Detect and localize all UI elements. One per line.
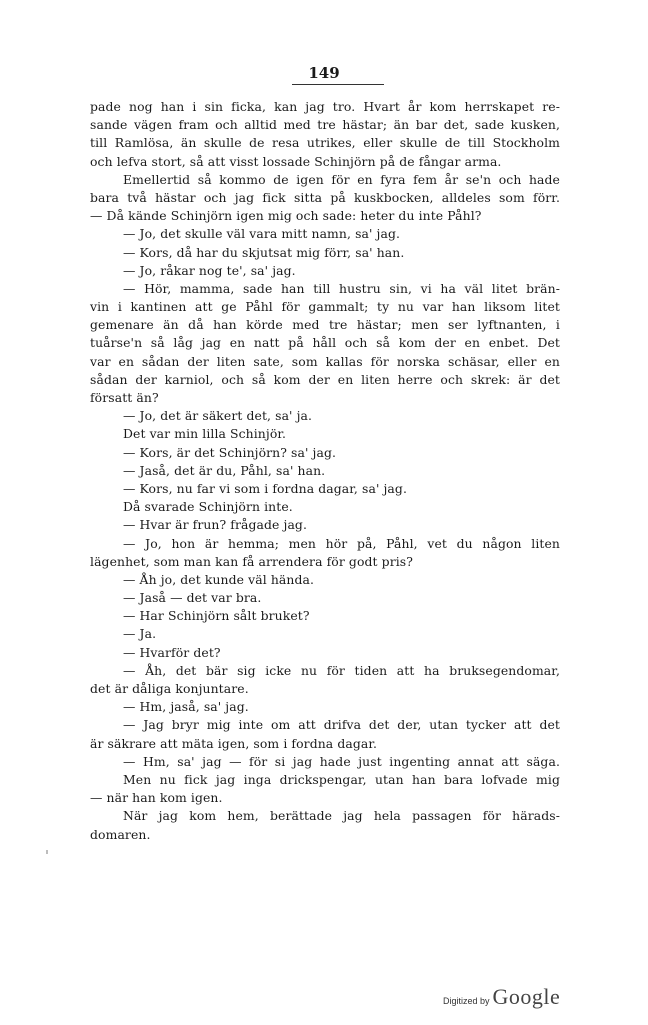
- text-line: — Jo, det är säkert det, sa' ja.: [123, 408, 313, 424]
- scan-speck: [46, 850, 48, 854]
- text-line: Då svarade Schinjörn inte.: [123, 499, 293, 515]
- text-line: till Ramlösa, än skulle de resa utrikes, eller skulle de till Stockholm: [90, 135, 560, 151]
- text-line: — Åh, det bär sig icke nu för tiden att ha bruksegendomar,: [123, 662, 560, 678]
- text-line: vin i kantinen att ge Påhl för gammalt; ty nu var han liksom litet: [90, 299, 560, 315]
- text-line: pade nog han i sin ficka, kan jag tro. Hvart år kom herrskapet re-: [90, 99, 560, 114]
- text-line: — Ja.: [123, 626, 157, 642]
- text-line: gemenare än då han körde med tre hästar; men ser lyftnanten, i: [90, 317, 560, 333]
- text-line: — Jaså, det är du, Påhl, sa' han.: [123, 462, 326, 478]
- text-line: — Jo, det skulle väl vara mitt namn, sa' jag.: [123, 226, 401, 242]
- text-line: — Kors, är det Schinjörn? sa' jag.: [123, 444, 337, 460]
- text-line: sådan der karniol, och så kom der en liten herre och skrek: är det: [90, 371, 560, 387]
- page-number-rule: [292, 84, 384, 85]
- text-line: bara två hästar och jag fick sitta på kuskbocken, alldeles som förr.: [90, 189, 560, 205]
- text-line: Men nu fick jag inga drickspengar, utan han bara lofvade mig: [123, 771, 560, 787]
- text-line: domaren.: [90, 826, 151, 842]
- text-line: — Jaså — det var bra.: [123, 590, 262, 606]
- text-line: — när han kom igen.: [90, 790, 223, 806]
- page-number: 149: [308, 64, 340, 82]
- text-line: — Har Schinjörn sålt bruket?: [123, 608, 310, 624]
- text-line: — Jo, råkar nog te', sa' jag.: [123, 262, 296, 278]
- text-line: — Jo, hon är hemma; men hör på, Påhl, vet du någon liten: [123, 535, 560, 551]
- digitized-by-label: Digitized by: [443, 996, 490, 1006]
- text-line: sande vägen fram och alltid med tre hästar; än bar det, sade kusken,: [90, 117, 560, 133]
- text-line: är säkrare att mäta igen, som i fordna dagar.: [90, 735, 378, 751]
- text-line: — Hvar är frun? frågade jag.: [123, 517, 308, 533]
- text-line: — Kors, nu far vi som i fordna dagar, sa' jag.: [123, 480, 407, 496]
- text-line: det är dåliga konjuntare.: [90, 681, 249, 696]
- digitized-by-watermark: [443, 984, 560, 1010]
- text-line: — Hm, jaså, sa' jag.: [123, 699, 249, 715]
- text-line: — Åh jo, det kunde väl hända.: [123, 571, 315, 587]
- body-text: [90, 98, 560, 844]
- text-line: — Jag bryr mig inte om att drifva det der, utan tycker att det: [123, 717, 560, 733]
- text-line: och lefva stort, så att visst lossade Schinjörn på de fångar arma.: [90, 153, 502, 169]
- text-line: Emellertid så kommo de igen för en fyra fem år se'n och hade: [123, 171, 560, 187]
- text-line: var en sådan der liten sate, som kallas för norska schäsar, eller en: [90, 353, 560, 369]
- text-line: tuårse'n så låg jag en natt på håll och så kom der en enbet. Det: [90, 335, 560, 351]
- text-line: försatt än?: [90, 390, 159, 405]
- google-logo: Google: [492, 984, 561, 1009]
- text-line: — Kors, då har du skjutsat mig förr, sa' han.: [123, 244, 405, 260]
- text-line: Det var min lilla Schinjör.: [123, 426, 287, 442]
- text-line: — Då kände Schinjörn igen mig och sade: heter du inte Påhl?: [90, 208, 482, 224]
- text-line: lägenhet, som man kan få arrendera för godt pris?: [90, 553, 413, 569]
- text-line: — Hm, sa' jag — för si jag hade just ingenting annat att säga.: [123, 753, 560, 769]
- text-line: — Hör, mamma, sade han till hustru sin, vi ha väl litet brän-: [123, 280, 560, 296]
- text-line: När jag kom hem, berättade jag hela passagen för härads-: [123, 808, 560, 824]
- text-line: — Hvarför det?: [123, 644, 221, 660]
